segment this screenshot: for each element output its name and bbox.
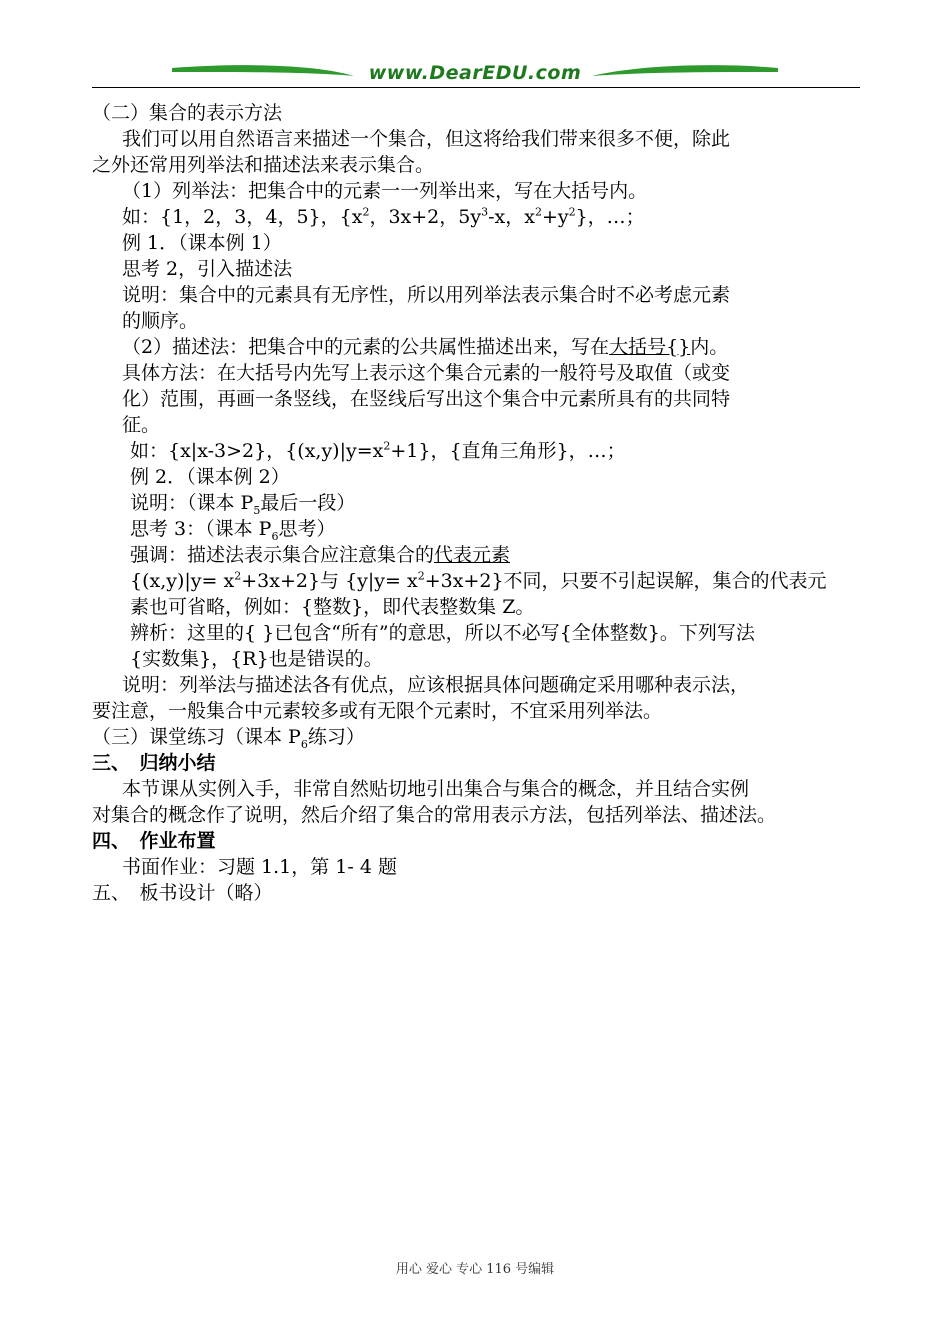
underlined-text: 代表元素 [434, 544, 511, 566]
heading-homework: 四、 作业布置 [92, 830, 216, 852]
example-line [92, 204, 860, 230]
site-logo-text: www.DearEDU.com [368, 62, 582, 84]
subscript: 5 [253, 503, 261, 517]
paragraph-line: 要注意，一般集合中元素较多或有无限个元素时，不宜采用列举法。 [92, 700, 663, 722]
superscript: 2 [362, 205, 370, 219]
paragraph-line [92, 490, 860, 516]
paragraph-line: 的顺序。 [122, 310, 199, 332]
text-run: 练习） [307, 726, 365, 748]
paragraph-line [92, 542, 860, 568]
paragraph-line: 对集合的概念作了说明，然后介绍了集合的常用表示方法，包括列举法、描述法。 [92, 804, 777, 826]
superscript: 2 [383, 439, 391, 453]
paragraph-line: 本节课从实例入手，非常自然贴切地引出集合与集合的概念，并且结合实例 [122, 778, 750, 800]
text-run: 最后一段） [260, 492, 356, 514]
text-run: 思考 3：（课本 P [130, 518, 272, 540]
paragraph-line: 思考 2，引入描述法 [122, 258, 293, 280]
superscript: 2 [534, 205, 542, 219]
paragraph-line: 素也可省略，例如：{整数}，即代表整数集 Z。 [130, 596, 535, 618]
paragraph-line: 例 2．（课本例 2） [130, 466, 290, 488]
paragraph-line: 之外还常用列举法和描述法来表示集合。 [92, 154, 435, 176]
paragraph-line [92, 568, 860, 594]
superscript: 2 [417, 569, 425, 583]
text-run: 如：{1，2，3，4，5}，{x [122, 206, 363, 228]
text-run: （2）描述法：把集合中的元素的公共属性描述出来，写在 [122, 336, 610, 358]
superscript: 2 [568, 205, 576, 219]
heading-board-design: 五、 板书设计（略） [92, 882, 273, 904]
text-run: +1}，{直角三角形}，…； [390, 440, 626, 462]
superscript: 2 [234, 569, 242, 583]
paragraph-line: 征。 [122, 414, 161, 436]
text-run: 强调：描述法表示集合应注意集合的 [130, 544, 435, 566]
paragraph-line [92, 516, 860, 542]
text-run: 内。 [690, 336, 729, 358]
paragraph-line: 说明：列举法与描述法各有优点，应该根据具体问题确定采用哪种表示法， [122, 674, 750, 696]
text-run: +3x+2}与 {y|y= x [241, 570, 418, 592]
text-run: +3x+2}不同，只要不引起误解，集合的代表元 [424, 570, 827, 592]
heading-summary: 三、 归纳小结 [92, 752, 216, 774]
text-run: （三）课堂练习（课本 P [92, 726, 301, 748]
paragraph-line: 书面作业：习题 1.1，第 1- 4 题 [122, 856, 397, 878]
section-heading-2: （二）集合的表示方法 [92, 102, 283, 124]
page-footer: 用心 爱心 专心 116 号编辑 [395, 1262, 555, 1277]
paragraph-line: 例 1．（课本例 1） [122, 232, 282, 254]
describe-method-heading [92, 334, 860, 360]
text-run: 思考） [278, 518, 336, 540]
paragraph-line: 辨析：这里的{ }已包含“所有”的意思，所以不必写{全体整数}。下列写法 [130, 622, 755, 644]
document-body [92, 100, 860, 906]
subscript: 6 [300, 737, 308, 751]
subscript: 6 [271, 529, 279, 543]
superscript: 3 [481, 205, 489, 219]
text-run: +y [541, 206, 569, 228]
text-run: 说明：（课本 P [130, 492, 254, 514]
section-heading-3 [92, 724, 860, 750]
text-run: }，…； [575, 206, 645, 228]
paragraph-line: {实数集}，{R}也是错误的。 [130, 648, 383, 670]
header-rule [92, 87, 860, 88]
text-run: {(x,y)|y= x [130, 570, 235, 592]
text-run: -x，x [488, 206, 535, 228]
paragraph-line: 化）范围，再画一条竖线，在竖线后写出这个集合中元素所具有的共同特 [122, 388, 731, 410]
text-run: ，3x+2，5y [369, 206, 482, 228]
underlined-text: 大括号{} [609, 336, 691, 358]
example-line [92, 438, 860, 464]
paragraph-line: 我们可以用自然语言来描述一个集合，但这将给我们带来很多不便，除此 [122, 128, 731, 150]
text-run: 如：{x|x-3>2}，{(x,y)|y=x [130, 440, 384, 462]
paragraph-line: 说明：集合中的元素具有无序性，所以用列举法表示集合时不必考虑元素 [122, 284, 731, 306]
paragraph-line: 具体方法：在大括号内先写上表示这个集合元素的一般符号及取值（或变 [122, 362, 731, 384]
list-method-heading: （1）列举法：把集合中的元素一一列举出来，写在大括号内。 [122, 180, 648, 202]
